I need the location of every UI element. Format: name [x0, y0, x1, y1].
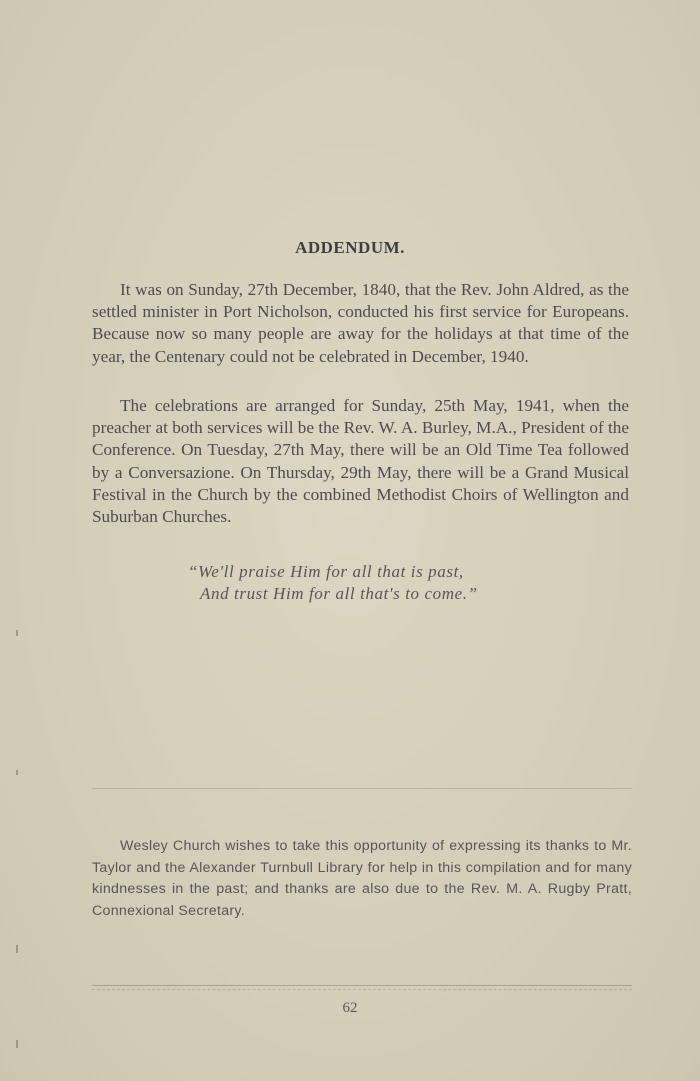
binding-mark	[16, 630, 18, 636]
divider-bottom	[92, 985, 632, 986]
binding-mark	[16, 770, 18, 775]
hymn-quote-line-2: And trust Him for all that's to come.”	[200, 584, 478, 603]
divider-top	[92, 788, 632, 789]
paragraph-first-service: It was on Sunday, 27th December, 1840, that the Rev. John Aldred, as the settled minister in Port Nicholson, conducted his first service for Europeans. Because now so many people are away for the holidays at that time of the year, the Centenary could not be celebrated in December, 1940.	[92, 280, 629, 366]
paragraph-celebrations: The celebrations are arranged for Sunday, 25th May, 1941, when the preacher at both services will be the Rev. W. A. Burley, M.A., President of the Conference. On Tuesday, 27th May, there will be an Old Time Tea followed by a Conversazione. On Thursday, 29th May, there will be a Grand Musical Festival in the Church by the combined Methodist Choirs of Wellington and Suburban Churches.	[92, 396, 629, 527]
divider-bottom-dashed	[92, 989, 632, 990]
hymn-quote-line-1: “We'll praise Him for all that is past,	[188, 562, 464, 581]
acknowledgement-paragraph: Wesley Church wishes to take this opportunity of expressing its thanks to Mr. Taylor and the Alexander Turnbull Library for help in this compilation and for many kindnesses in the past; and thanks are also due to the Rev. M. A. Rugby Pratt, Connexional Secretary.	[92, 838, 632, 919]
page-number: 62	[342, 1000, 358, 1016]
binding-mark	[16, 1040, 18, 1048]
addendum-heading: ADDENDUM.	[295, 238, 405, 257]
binding-mark	[16, 945, 18, 953]
